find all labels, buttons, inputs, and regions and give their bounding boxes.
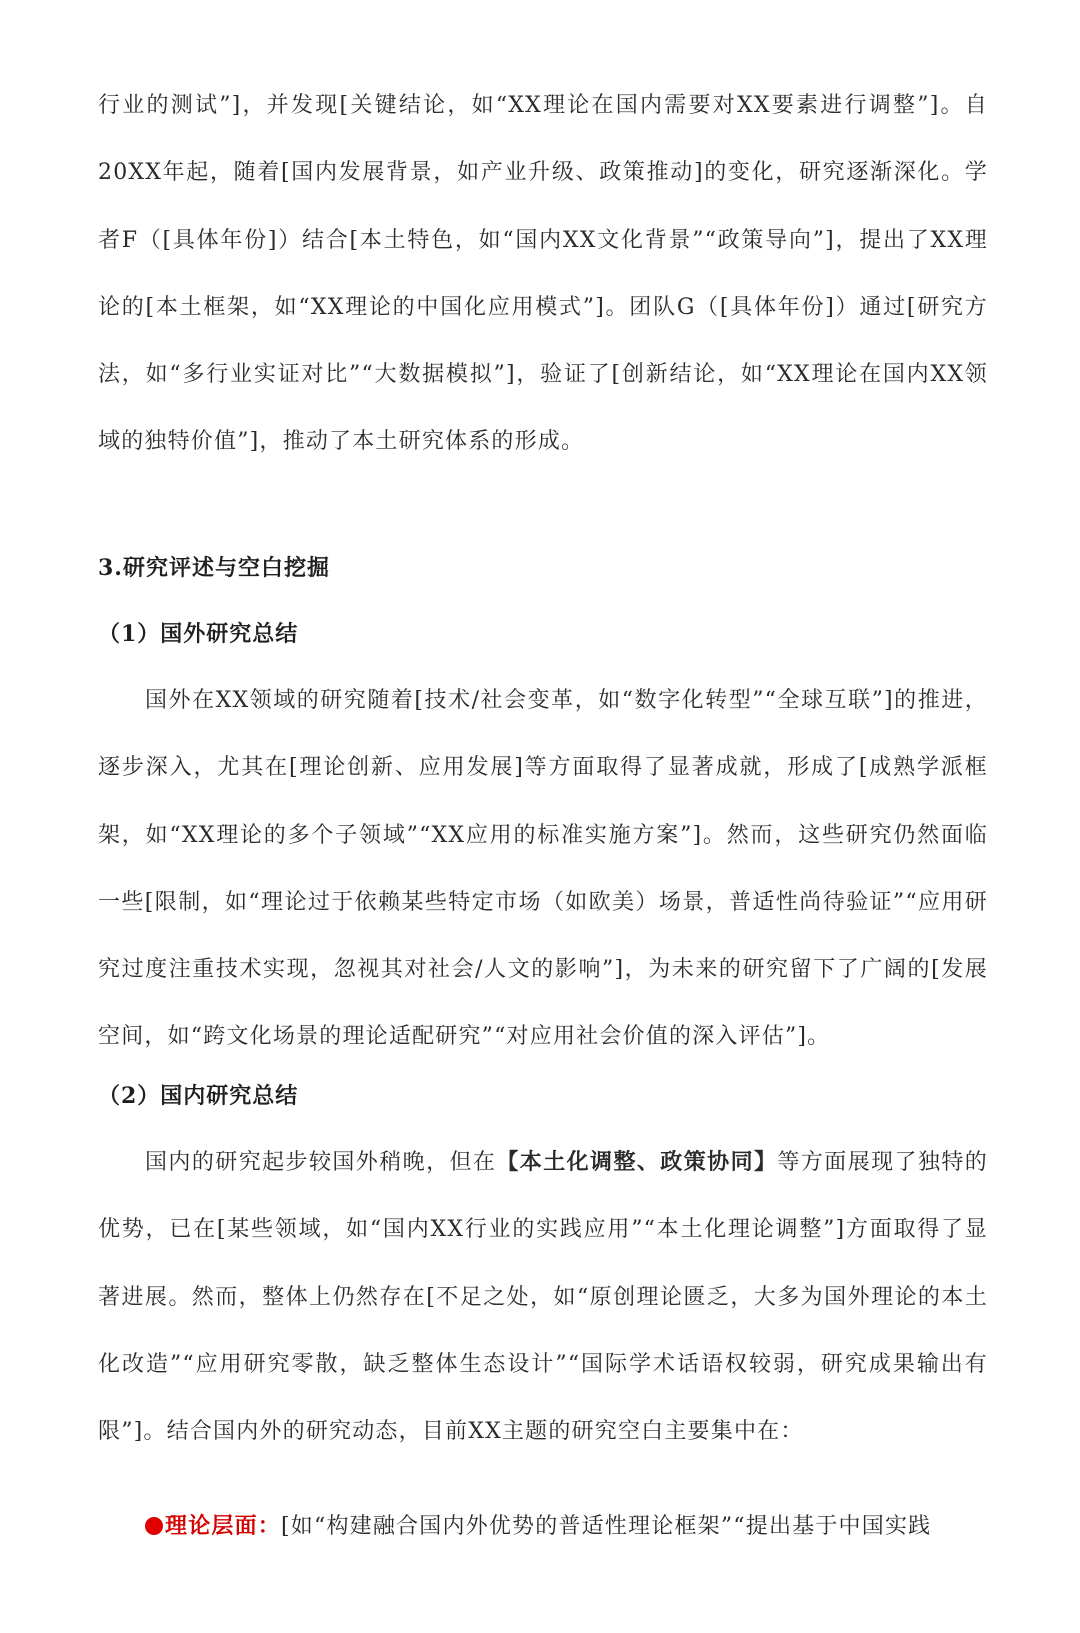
bullet-label: 理论层面： <box>165 1513 282 1539</box>
theory-bullet <box>145 1511 990 1542</box>
bullet-text: [如“构建融合国内外优势的普适性理论框架”“提出基于中国实践 <box>281 1514 932 1539</box>
domestic-summary-heading: （2）国内研究总结 <box>98 1083 299 1109</box>
domestic-text-before: 国内的研究起步较国外稍晚，但在 <box>145 1150 497 1175</box>
red-bullet-icon <box>145 1517 163 1535</box>
section-heading: 3.研究评述与空白挖掘 <box>98 555 330 581</box>
domestic-summary-paragraph <box>98 1129 988 1465</box>
foreign-summary-heading: （1）国外研究总结 <box>98 621 299 647</box>
continuation-paragraph: 行业的测试”]，并发现[关键结论，如“XX理论在国内需要对XX要素进行调整”]。自20XX年起，随着[国内发展背景，如产业升级、政策推动]的变化，研究逐渐深化。学者F（[具体年份]）结合[本土特色，如“国内XX文化背景”“政策导向”]，提出了XX理论的[本土框架，如“XX理论的中国化应用模式”]。团队G（[具体年份]）通过[研究方法，如“多行业实证对比”“大数据模拟”]，验证了[创新结论，如“XX理论在国内XX领域的独特价值”]，推动了本土研究体系的形成。 <box>98 93 988 455</box>
domestic-text-after: 等方面展现了独特的优势，已在[某些领域，如“国内XX行业的实践应用”“本土化理论调整”]方面取得了显著进展。然而，整体上仍然存在[不足之处，如“原创理论匮乏，大多为国外理论的本土化改造”“应用研究零散，缺乏整体生态设计”“国际学术话语权较弱，研究成果输出有限”]。结合国内外的研究动态，目前XX主题的研究空白主要集中在： <box>98 1150 988 1445</box>
domestic-bold-phrase: 【本土化调整、政策协同】 <box>496 1149 778 1175</box>
foreign-summary-paragraph: 国外在XX领域的研究随着[技术/社会变革，如“数字化转型”“全球互联”]的推进，逐步深入，尤其在[理论创新、应用发展]等方面取得了显著成就，形成了[成熟学派框架，如“XX理论的多个子领域”“XX应用的标准实施方案”]。然而，这些研究仍然面临一些[限制，如“理论过于依赖某些特定市场（如欧美）场景，普适性尚待验证”“应用研究过度注重技术实现，忽视其对社会/人文的影响”]，为未来的研究留下了广阔的[发展空间，如“跨文化场景的理论适配研究”“对应用社会价值的深入评估”]。 <box>98 688 988 1050</box>
